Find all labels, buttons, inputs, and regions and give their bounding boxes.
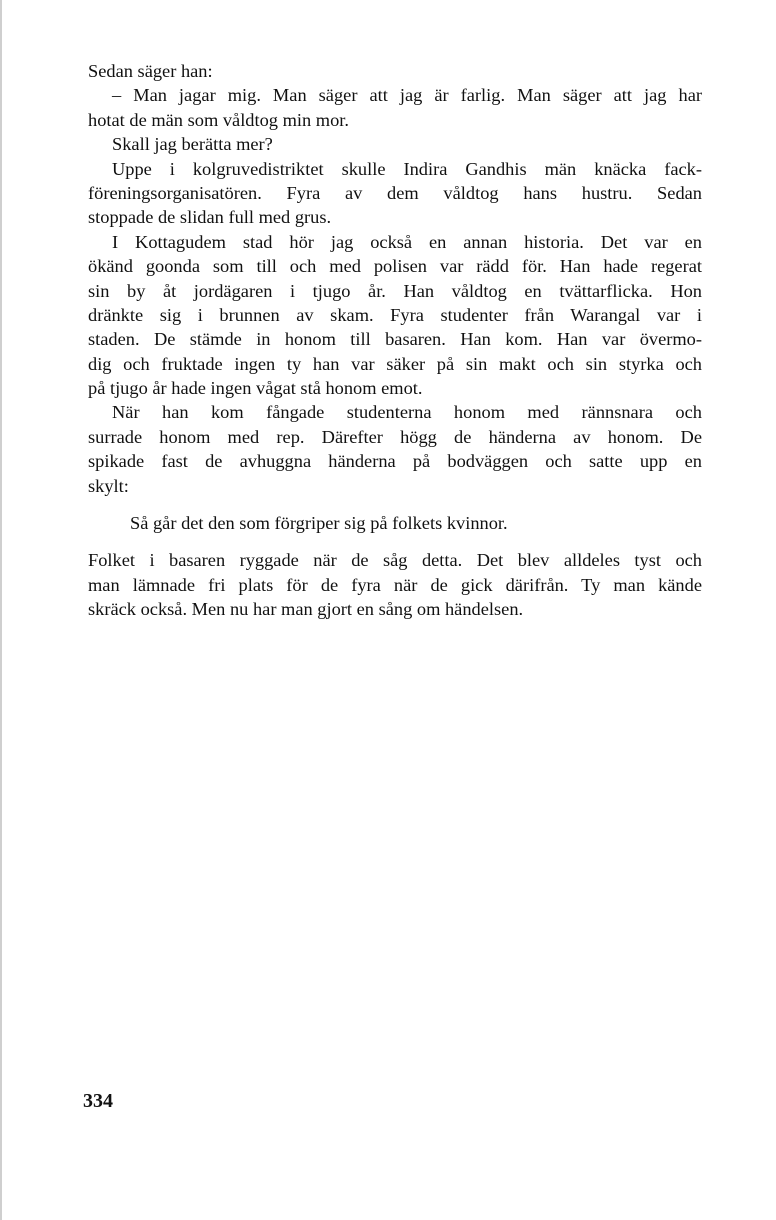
text-line: Folket i basaren ryggade när de såg detta. Det blev alldeles tyst och bbox=[88, 550, 702, 571]
text-line: Skall jag berätta mer? bbox=[112, 134, 273, 155]
text-line: föreningsorganisatören. Fyra av dem våldtog hans hustru. Sedan bbox=[88, 182, 702, 203]
text-line: – Man jagar mig. Man säger att jag är farlig. Man säger att jag har bbox=[112, 85, 702, 106]
text-line: I Kottagudem stad hör jag också en annan historia. Det var en bbox=[112, 231, 702, 252]
text-line: När han kom fångade studenterna honom med rännsnara och bbox=[112, 402, 702, 423]
body-text bbox=[88, 59, 702, 622]
page-edge bbox=[0, 0, 2, 1220]
text-line: ökänd goonda som till och med polisen var rädd för. Han hade regerat bbox=[88, 256, 702, 277]
text-line: surrade honom med rep. Därefter högg de händerna av honom. De bbox=[88, 426, 702, 447]
text-line: hotat de män som våldtog min mor. bbox=[88, 109, 350, 130]
text-line: staden. De stämde in honom till basaren. Han kom. Han var övermo- bbox=[88, 329, 702, 350]
text-line: Uppe i kolgruvedistriktet skulle Indira Gandhis män knäcka fack- bbox=[112, 158, 702, 179]
quoted-sign-text: Så går det den som förgriper sig på folkets kvinnor. bbox=[130, 513, 508, 534]
text-line: dig och fruktade ingen ty han var säker på sin makt och sin styrka och bbox=[88, 353, 702, 374]
text-line: spikade fast de avhuggna händerna på bodväggen och satte upp en bbox=[88, 451, 702, 472]
text-line: dränkte sig i brunnen av skam. Fyra studenter från Warangal var i bbox=[88, 304, 702, 325]
text-line: Sedan säger han: bbox=[88, 61, 213, 81]
text-line: man lämnade fri plats för de fyra när de gick därifrån. Ty man kände bbox=[88, 574, 702, 595]
text-line: skylt: bbox=[88, 475, 129, 496]
text-line: skräck också. Men nu har man gjort en sång om händelsen. bbox=[88, 599, 524, 620]
text-line: stoppade de slidan full med grus. bbox=[88, 207, 332, 228]
text-line: på tjugo år hade ingen vågat stå honom emot. bbox=[88, 378, 423, 399]
page-number: 334 bbox=[83, 1090, 113, 1112]
text-line: sin by åt jordägaren i tjugo år. Han våldtog en tvättarflicka. Hon bbox=[88, 280, 702, 301]
